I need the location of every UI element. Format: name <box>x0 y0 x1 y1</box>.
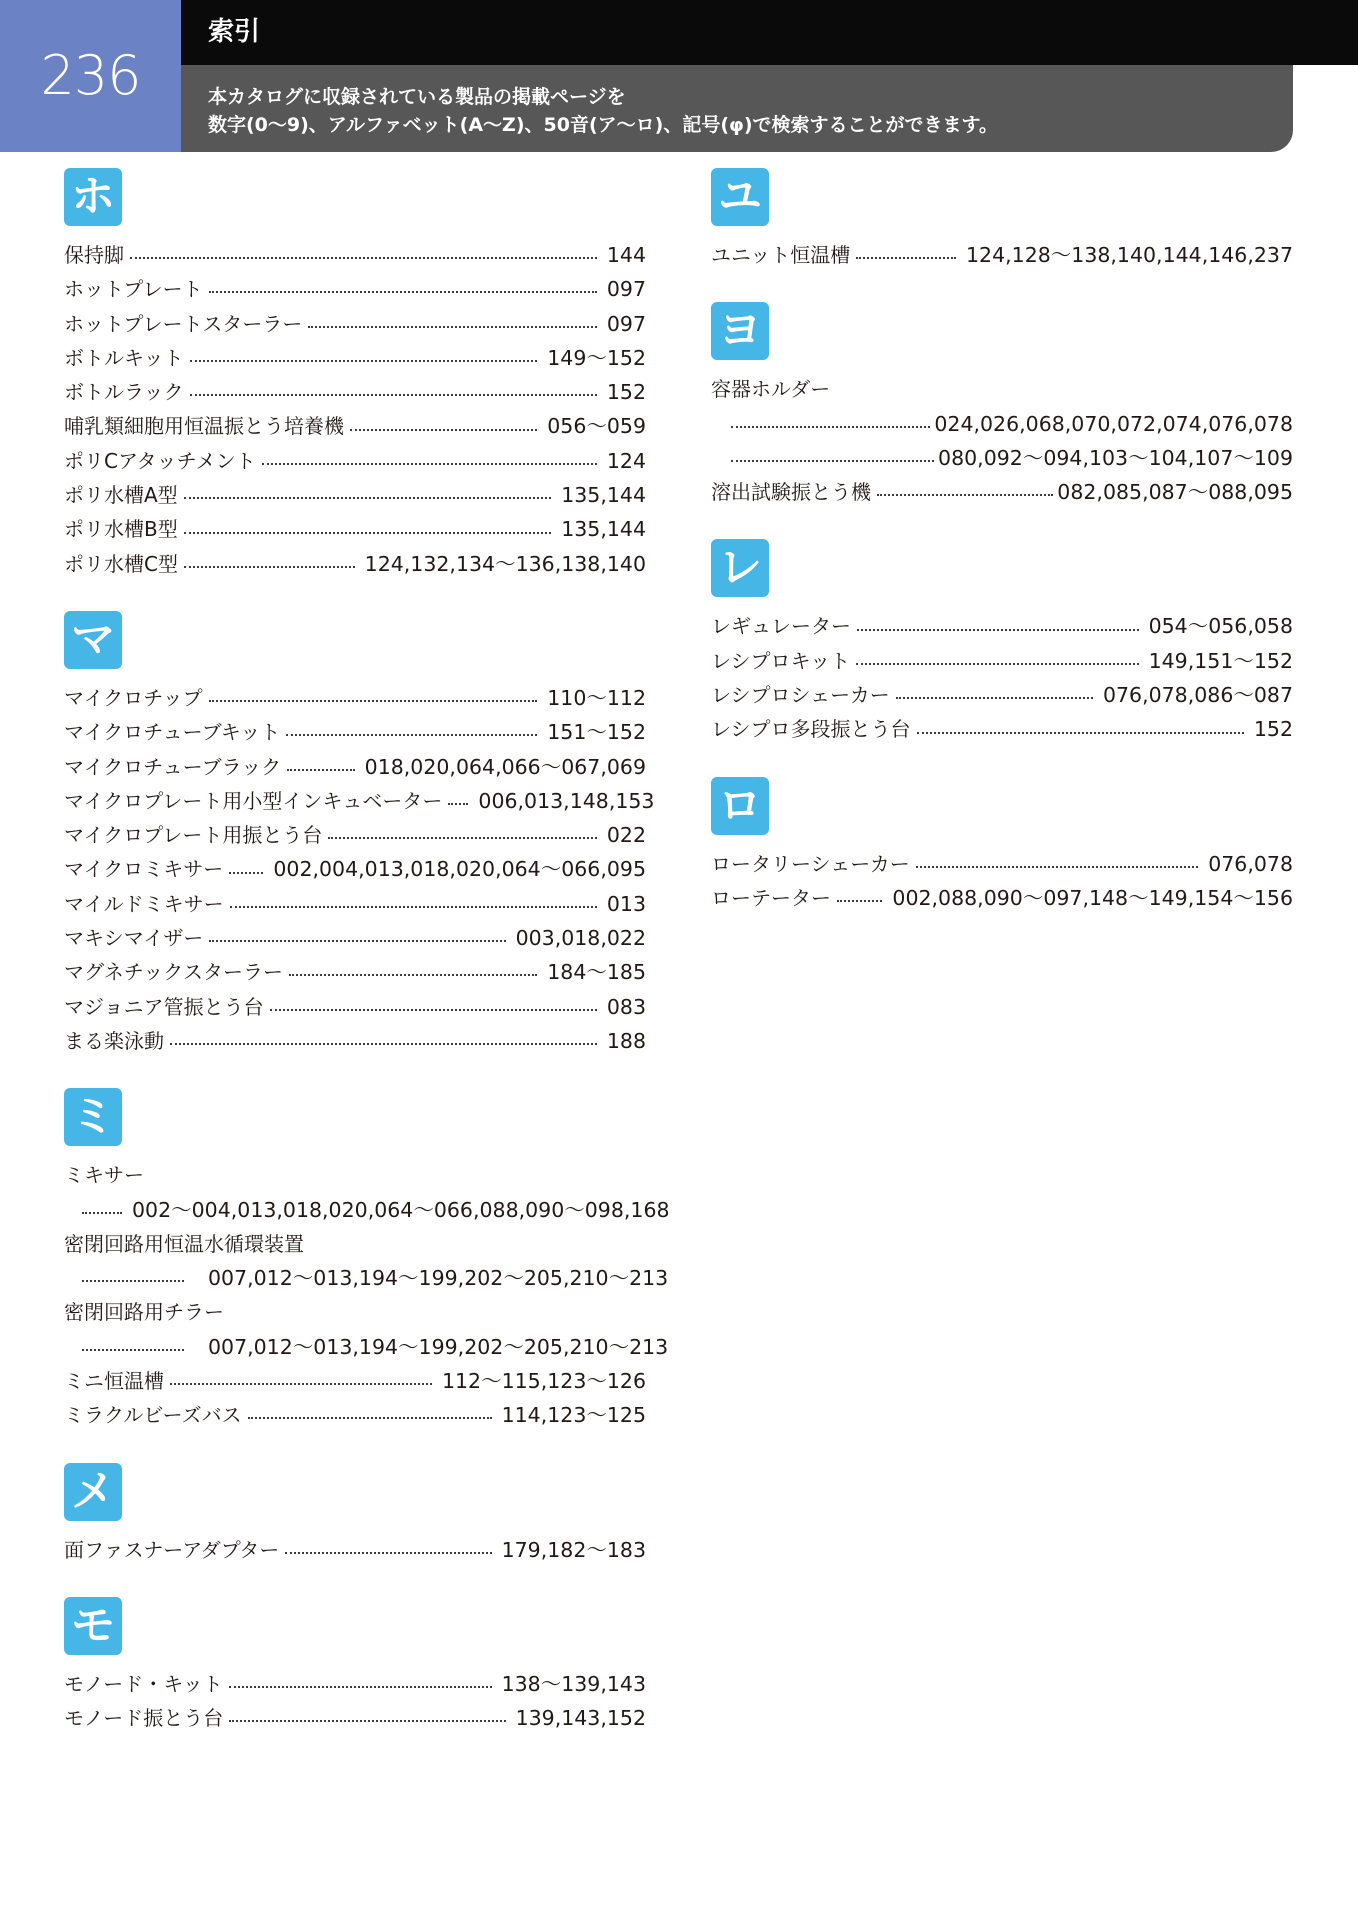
entry-name: マイクロプレート用振とう台 <box>64 823 323 848</box>
entry-name: ミニ恒温槽 <box>64 1369 164 1394</box>
index-entry[interactable] <box>711 881 1293 915</box>
index-entry[interactable] <box>64 852 646 886</box>
entry-pages: 054～056,058 <box>1148 614 1293 639</box>
kana-badge-mi: ミ <box>64 1088 122 1146</box>
index-entry[interactable] <box>64 272 646 306</box>
entry-name[interactable]: 密閉回路用恒温水循環装置 <box>64 1231 304 1256</box>
index-section-ma <box>64 611 655 1058</box>
entry-pages: 138～139,143 <box>501 1671 646 1696</box>
dot-leader <box>856 663 1138 665</box>
dot-leader <box>184 532 551 534</box>
dot-leader <box>184 497 552 499</box>
index-entry-continuation[interactable] <box>64 1193 670 1227</box>
page-header <box>0 0 1358 152</box>
entry-pages: 002,088,090～097,148～149,154～156 <box>892 885 1293 910</box>
entry-name: 保持脚 <box>64 243 124 267</box>
index-entry[interactable] <box>64 921 646 955</box>
dot-leader <box>230 906 597 908</box>
entry-name: マグネチックスターラー <box>64 960 283 985</box>
entry-pages: 007,012～013,194～199,202～205,210～213 <box>208 1266 669 1291</box>
entry-pages: 124,128～138,140,144,146,237 <box>966 243 1293 267</box>
entry-name: マイクロプレート用小型インキュベーター <box>64 788 443 813</box>
entry-pages: 024,026,068,070,072,074,076,078 <box>934 411 1293 436</box>
index-entry[interactable] <box>64 409 646 443</box>
page-number-box <box>0 0 181 152</box>
index-entry[interactable] <box>64 681 646 715</box>
index-entry[interactable] <box>64 1667 646 1701</box>
dot-leader <box>917 732 1244 734</box>
index-entry[interactable] <box>711 712 1293 746</box>
entry-name: マイクロミキサー <box>64 857 224 882</box>
entry-pages: 179,182～183 <box>501 1537 646 1562</box>
dot-leader <box>308 326 596 328</box>
kana-badge-re: レ <box>711 539 769 597</box>
dot-leader <box>731 426 930 428</box>
dot-leader <box>82 1212 122 1214</box>
entry-name: レギュレーター <box>711 614 851 639</box>
dot-leader <box>731 460 934 462</box>
entry-pages: 135,144 <box>561 517 646 542</box>
entry-pages: 080,092～094,103～104,107～109 <box>938 445 1293 470</box>
index-section-ro <box>711 777 1293 916</box>
index-entry[interactable] <box>64 1024 646 1058</box>
dot-leader <box>289 974 537 976</box>
kana-badge-yo: ヨ <box>711 302 769 360</box>
entry-name: マイクロチップ <box>64 685 203 710</box>
dot-leader <box>229 872 263 874</box>
entry-pages: 139,143,152 <box>515 1706 646 1731</box>
entry-pages: 097 <box>606 277 646 302</box>
dot-leader <box>448 803 468 805</box>
dot-leader <box>328 837 596 839</box>
index-entry[interactable] <box>711 847 1293 881</box>
entry-pages: 002～004,013,018,020,064～066,088,090～098,168 <box>132 1197 670 1222</box>
entry-pages: 151～152 <box>547 720 646 745</box>
entry-pages: 007,012～013,194～199,202～205,210～213 <box>208 1334 669 1359</box>
dot-leader <box>286 734 537 736</box>
kana-badge-ro: ロ <box>711 777 769 835</box>
entry-name: ボトルキット <box>64 345 184 370</box>
entry-name: レシプロ多段振とう台 <box>711 717 911 742</box>
entry-name: ユニット恒温槽 <box>711 243 851 267</box>
dot-leader <box>209 940 505 942</box>
dot-leader <box>896 697 1093 699</box>
dot-leader <box>270 1009 597 1011</box>
entry-name[interactable]: 密閉回路用チラー <box>64 1300 224 1325</box>
entry-pages: 018,020,064,066～067,069 <box>364 754 646 779</box>
dot-leader <box>837 900 882 902</box>
dot-leader <box>877 494 1053 496</box>
index-entry[interactable] <box>64 990 646 1024</box>
entry-name: マキシマイザー <box>64 926 204 951</box>
dot-leader <box>82 1280 184 1282</box>
kana-badge-ma: マ <box>64 611 122 669</box>
title-bar <box>181 0 1358 65</box>
index-entry-continuation[interactable] <box>711 407 1293 441</box>
entry-pages: 152 <box>606 380 646 405</box>
index-entry[interactable] <box>64 887 646 921</box>
index-section-mi <box>64 1088 670 1432</box>
dot-leader <box>130 257 597 259</box>
index-section-re <box>711 539 1293 746</box>
entry-pages: 124 <box>606 448 646 473</box>
index-entry[interactable] <box>64 478 646 512</box>
dot-leader <box>287 769 354 771</box>
index-section-yu <box>711 168 1293 272</box>
page-title: 索引 <box>208 17 261 47</box>
entry-name: マイクロチューブラック <box>64 754 282 779</box>
dot-leader <box>229 1686 492 1688</box>
entry-name: ポリCアタッチメント <box>64 448 256 473</box>
index-entry[interactable] <box>64 1364 646 1398</box>
dot-leader <box>170 1383 432 1385</box>
index-section-yo <box>711 302 1293 509</box>
dot-leader <box>190 394 597 396</box>
entry-name: ポリ水槽B型 <box>64 517 178 542</box>
entry-pages: 076,078 <box>1208 851 1293 876</box>
entry-name: レシプロキット <box>711 648 851 673</box>
entry-name: まる楽泳動 <box>64 1028 164 1053</box>
index-entry[interactable] <box>711 475 1293 509</box>
kana-badge-ho: ホ <box>64 168 122 226</box>
entry-name: マイルドミキサー <box>64 891 224 916</box>
entry-pages: 082,085,087～088,095 <box>1057 480 1293 505</box>
dot-leader <box>209 700 538 702</box>
description-line: 本カタログに収録されている製品の掲載ページを <box>208 86 626 108</box>
dot-leader <box>262 463 597 465</box>
description <box>208 83 998 139</box>
entry-pages: 188 <box>606 1028 646 1053</box>
index-entry[interactable] <box>711 644 1293 678</box>
entry-name: レシプロシェーカー <box>711 683 890 708</box>
description-bar <box>181 65 1293 152</box>
entry-pages: 083 <box>606 994 646 1019</box>
index-entry[interactable] <box>64 341 646 375</box>
dot-leader <box>916 866 1198 868</box>
entry-pages: 144 <box>606 243 646 267</box>
index-entry-continuation[interactable] <box>711 441 1293 475</box>
entry-name: ロータリーシェーカー <box>711 851 910 876</box>
entry-pages: 097 <box>606 311 646 336</box>
entry-name: モノード・キット <box>64 1671 223 1696</box>
entry-pages: 076,078,086～087 <box>1102 683 1293 708</box>
entry-name: マイクロチューブキット <box>64 720 281 745</box>
dot-leader <box>184 566 355 568</box>
entry-name[interactable]: 容器ホルダー <box>711 377 831 402</box>
entry-name: 面ファスナーアダプター <box>64 1537 280 1562</box>
index-section-mo <box>64 1597 646 1736</box>
entry-name: ポリ水槽A型 <box>64 483 178 508</box>
entry-pages: 184～185 <box>547 960 646 985</box>
index-entry[interactable] <box>64 238 646 272</box>
index-entry[interactable] <box>64 818 646 852</box>
index-entry[interactable] <box>64 444 646 478</box>
entry-pages: 013 <box>606 891 646 916</box>
index-entry[interactable] <box>64 512 646 546</box>
index-entry[interactable] <box>64 784 655 818</box>
entry-pages: 135,144 <box>561 483 646 508</box>
entry-pages: 022 <box>606 823 646 848</box>
index-entry[interactable] <box>711 609 1293 643</box>
index-entry[interactable] <box>64 1398 646 1432</box>
index-entry[interactable] <box>711 238 1293 272</box>
dot-leader <box>285 1552 491 1554</box>
entry-pages: 002,004,013,018,020,064～066,095 <box>273 857 646 882</box>
dot-leader <box>856 257 956 259</box>
dot-leader <box>190 360 538 362</box>
kana-badge-mo: モ <box>64 1597 122 1655</box>
entry-name: モノード振とう台 <box>64 1706 224 1731</box>
index-section-ho <box>64 168 646 581</box>
dot-leader <box>857 629 1139 631</box>
entry-name: ホットプレート <box>64 277 203 302</box>
entry-pages: 006,013,148,153 <box>478 788 655 813</box>
entry-name: ボトルラック <box>64 380 184 405</box>
entry-pages: 056～059 <box>547 414 646 439</box>
kana-badge-me: メ <box>64 1463 122 1521</box>
entry-pages: 114,123～125 <box>501 1403 646 1428</box>
entry-pages: 124,132,134～136,138,140 <box>364 551 646 576</box>
index-entry[interactable] <box>64 1701 646 1735</box>
dot-leader <box>209 291 597 293</box>
index-entry[interactable] <box>64 307 646 341</box>
entry-pages: 003,018,022 <box>515 926 646 951</box>
entry-pages: 149,151～152 <box>1148 648 1293 673</box>
kana-badge-yu: ユ <box>711 168 769 226</box>
index-entry[interactable] <box>64 375 646 409</box>
entry-name: 溶出試験振とう機 <box>711 480 871 505</box>
dot-leader <box>229 1720 505 1722</box>
index-entry[interactable] <box>64 547 646 581</box>
entry-name: ポリ水槽C型 <box>64 551 178 576</box>
entry-name: マジョニア管振とう台 <box>64 994 264 1019</box>
index-entry-continuation[interactable] <box>64 1261 669 1295</box>
index-entry[interactable] <box>64 750 646 784</box>
page-number: 236 <box>40 44 141 107</box>
left-column <box>64 168 670 1766</box>
description-line: 数字(0～9)、アルファベット(A～Z)、50音(ア～ロ)、記号(φ)で検索することができます。 <box>208 114 999 136</box>
entry-pages: 110～112 <box>547 685 646 710</box>
index-entry[interactable] <box>64 955 646 989</box>
dot-leader <box>350 429 537 431</box>
entry-pages: 112～115,123～126 <box>441 1369 646 1394</box>
right-column <box>711 168 1293 945</box>
index-section-me <box>64 1463 646 1567</box>
entry-name: ローテーター <box>711 885 831 910</box>
entry-name: ホットプレートスターラー <box>64 311 303 336</box>
entry-pages: 152 <box>1253 717 1293 742</box>
index-entry[interactable] <box>711 678 1293 712</box>
dot-leader <box>170 1043 597 1045</box>
index-entry[interactable] <box>64 1533 646 1567</box>
entry-name[interactable]: ミキサー <box>64 1163 144 1188</box>
entry-pages: 149～152 <box>547 345 646 370</box>
dot-leader <box>248 1417 492 1419</box>
index-entry-continuation[interactable] <box>64 1330 669 1364</box>
entry-name: 哺乳類細胞用恒温振とう培養機 <box>64 414 344 439</box>
dot-leader <box>82 1349 184 1351</box>
index-entry[interactable] <box>64 715 646 749</box>
entry-name: ミラクルビーズバス <box>64 1403 242 1428</box>
